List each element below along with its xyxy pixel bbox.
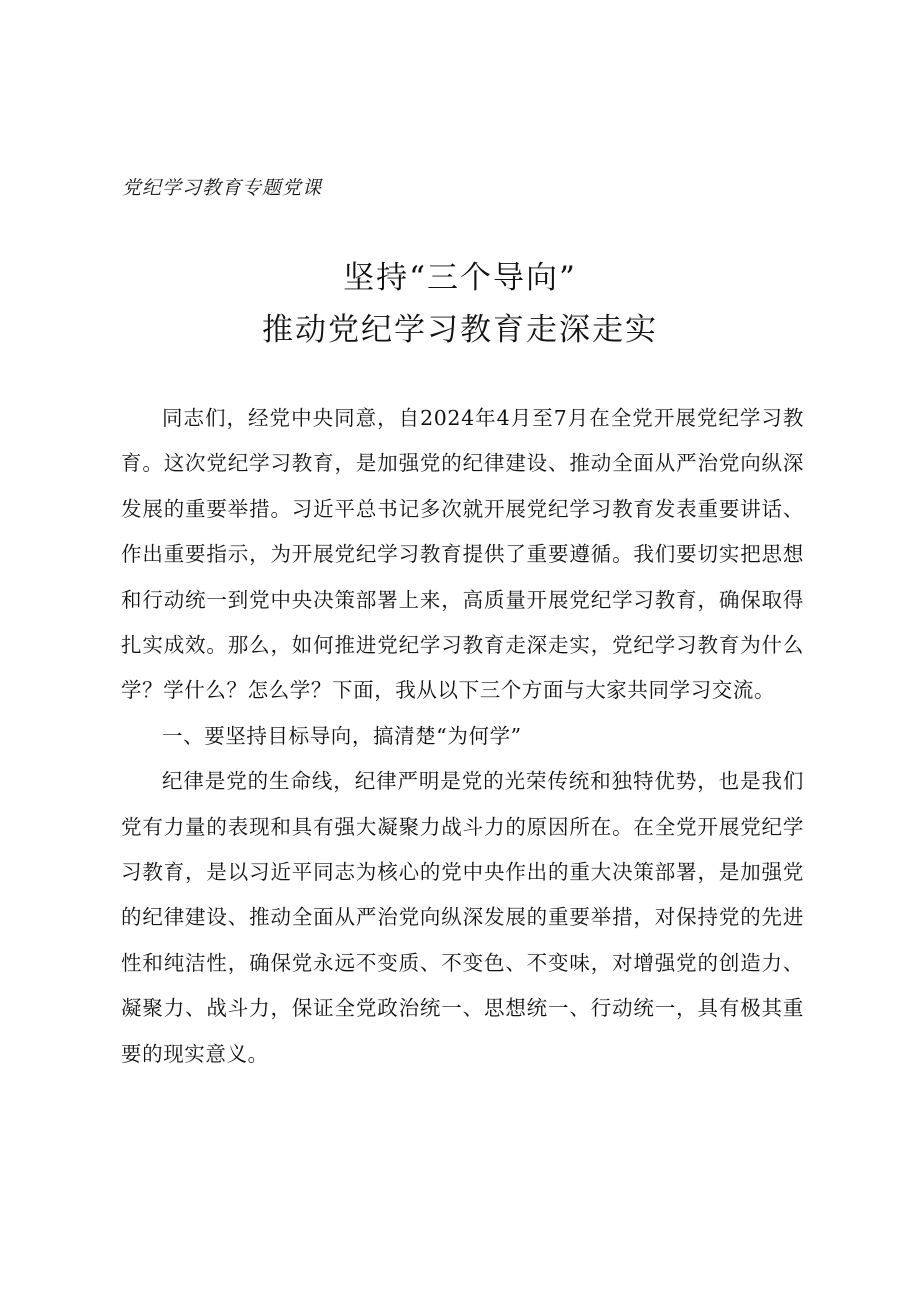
document-header-label: 党纪学习教育专题党课 <box>122 177 323 199</box>
document-title-line1: 坚持“三个导向” <box>343 260 577 296</box>
body-paragraph-intro: 同志们，经党中央同意，自2024年4月至7月在全党开展党纪学习教育。这次党纪学习教育，是加强党的纪律建设、推动全面从严治党向纵深发展的重要举措。习近平总书记多次就开展党纪学习教育发表重要讲话、作出重要指示，为开展党纪学习教育提供了重要遵循。我们要切实把思想和行动统一到党中央决策部署上来，高质量开展党纪学习教育，确保取得扎实成效。那么，如何推进党纪学习教育走深走实，党纪学习教育为什么学？学什么？怎么学？下面，我从以下三个方面与大家共同学习交流。 <box>121 406 804 703</box>
body-paragraph-section-1: 纪律是党的生命线，纪律严明是党的光荣传统和独特优势，也是我们党有力量的表现和具有强大凝聚力战斗力的原因所在。在全党开展党纪学习教育，是以习近平同志为核心的党中央作出的重大决策部署，是加强党的纪律建设、推动全面从严治党向纵深发展的重要举措，对保持党的先进性和纯洁性，确保党永远不变质、不变色、不变味，对增强党的创造力、凝聚力、战斗力，保证全党政治统一、思想统一、行动统一，具有极其重要的现实意义。 <box>121 769 804 1066</box>
document-title-line2: 推动党纪学习教育走深走实 <box>262 312 658 348</box>
document-body <box>121 396 804 1077</box>
section-heading-1: 一、要坚持目标导向，搞清楚“为何学” <box>162 723 522 748</box>
